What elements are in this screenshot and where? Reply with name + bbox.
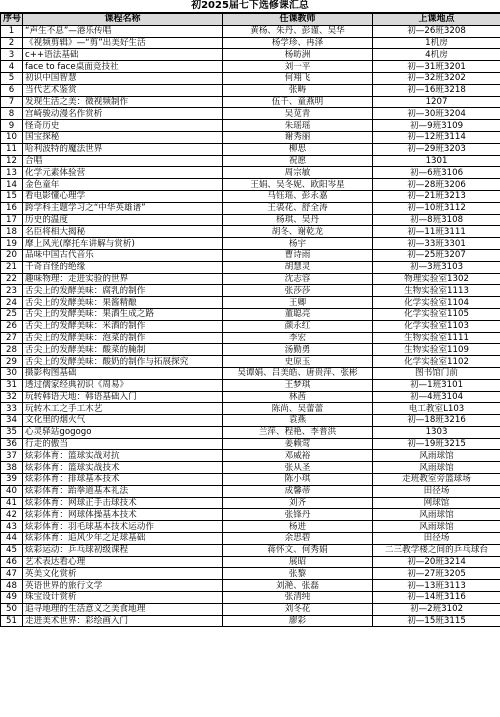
course-name-cell[interactable]: 当代艺术鉴赏	[23, 84, 223, 96]
location-cell[interactable]: 初—6班3106	[373, 167, 500, 179]
teacher-cell[interactable]: 张从圣	[223, 462, 373, 474]
table-row	[1, 356, 500, 368]
table-row	[1, 155, 500, 167]
teacher-cell[interactable]: 何翔飞	[223, 72, 373, 84]
row-index-cell[interactable]: 39	[1, 474, 23, 486]
table-row	[1, 179, 500, 191]
row-index-cell[interactable]: 19	[1, 238, 23, 250]
location-cell[interactable]: 初—8班3108	[373, 214, 500, 226]
table-row	[1, 580, 500, 592]
course-name-cell[interactable]: 艺术表达看心理	[23, 556, 223, 568]
teacher-cell[interactable]: 张畴	[223, 84, 373, 96]
location-cell[interactable]: 初—4班3104	[373, 391, 500, 403]
table-row	[1, 485, 500, 497]
row-index-cell[interactable]: 42	[1, 509, 23, 521]
course-name-cell[interactable]: 行走的傲当	[23, 438, 223, 450]
course-name-cell[interactable]: 玩转木工之手工木艺	[23, 403, 223, 415]
row-index-cell[interactable]: 45	[1, 544, 23, 556]
row-index-cell[interactable]: 17	[1, 214, 23, 226]
course-name-cell[interactable]: 炫彩运动：乒乓球初级课程	[23, 544, 223, 556]
location-cell[interactable]: 走班教室旁篮球场	[373, 474, 500, 486]
teacher-cell[interactable]: 颜永红	[223, 320, 373, 332]
course-name-cell[interactable]: 历史的温度	[23, 214, 223, 226]
teacher-cell[interactable]: 伍千、童燕明	[223, 96, 373, 108]
teacher-cell[interactable]: 刘一平	[223, 61, 373, 73]
header-teacher: 任课教师	[223, 14, 373, 26]
location-cell[interactable]: 化学实验室1102	[373, 356, 500, 368]
location-cell[interactable]: 化学实验室1104	[373, 297, 500, 309]
row-index-cell[interactable]: 51	[1, 615, 23, 627]
location-cell[interactable]: 初—20班3214	[373, 556, 500, 568]
teacher-cell[interactable]: 张锋丹	[223, 509, 373, 521]
table-row	[1, 474, 500, 486]
teacher-cell[interactable]: 成馨蒂	[223, 485, 373, 497]
row-index-cell[interactable]: 5	[1, 72, 23, 84]
row-index-cell[interactable]: 22	[1, 273, 23, 285]
table-row	[1, 367, 500, 379]
table-row	[1, 603, 500, 615]
location-cell[interactable]: 初—29班3203	[373, 143, 500, 155]
table-row	[1, 615, 500, 627]
header-course-name: 课程名称	[23, 14, 223, 26]
teacher-cell[interactable]: 张莎莎	[223, 285, 373, 297]
course-name-cell[interactable]: 名臣将相大揭秘	[23, 226, 223, 238]
table-row	[1, 556, 500, 568]
teacher-cell[interactable]: 蒋怀文、何秀娟	[223, 544, 373, 556]
location-cell[interactable]: 田径场	[373, 533, 500, 545]
table-row	[1, 403, 500, 415]
table-row	[1, 544, 500, 556]
teacher-cell[interactable]: 王卿	[223, 297, 373, 309]
row-index-cell[interactable]: 26	[1, 320, 23, 332]
course-name-cell[interactable]: 炫彩体育：羽毛球基本技术运动作	[23, 521, 223, 533]
course-name-cell[interactable]: “声生不息”—港乐传唱	[23, 25, 223, 37]
row-index-cell[interactable]: 38	[1, 462, 23, 474]
header-location: 上课地点	[373, 14, 500, 26]
course-name-cell[interactable]: 国宝探秘	[23, 131, 223, 143]
table-row	[1, 143, 500, 155]
table-row	[1, 37, 500, 49]
location-cell[interactable]: 化学实验室1105	[373, 308, 500, 320]
location-cell[interactable]: 图书馆门前	[373, 367, 500, 379]
course-name-cell[interactable]: 合唱	[23, 155, 223, 167]
course-name-cell[interactable]: 舌尖上的发酵美味：果酒生成之路	[23, 308, 223, 320]
teacher-cell[interactable]: 陈尚、吴蕾蕾	[223, 403, 373, 415]
location-cell[interactable]: 初—9班3109	[373, 120, 500, 132]
row-index-cell[interactable]: 50	[1, 603, 23, 615]
course-name-cell[interactable]: 千奇百怪的绝缘	[23, 261, 223, 273]
course-name-cell[interactable]: 舌尖上的发酵美味：米酒的制作	[23, 320, 223, 332]
teacher-cell[interactable]: 祝愿	[223, 155, 373, 167]
row-index-cell[interactable]: 8	[1, 108, 23, 120]
table-row	[1, 379, 500, 391]
table-row	[1, 438, 500, 450]
location-cell[interactable]: 化学实验室1103	[373, 320, 500, 332]
location-cell[interactable]: 风雨球馆	[373, 450, 500, 462]
row-index-cell[interactable]: 10	[1, 131, 23, 143]
teacher-cell[interactable]: 王娟、吴冬妮、欧阳岑星	[223, 179, 373, 191]
location-cell[interactable]: 初—18班3216	[373, 415, 500, 427]
location-cell[interactable]: 1301	[373, 155, 500, 167]
teacher-cell[interactable]: 袁燕	[223, 415, 373, 427]
row-index-cell[interactable]: 35	[1, 426, 23, 438]
teacher-cell[interactable]: 杨琪、吴丹	[223, 214, 373, 226]
course-table	[0, 13, 500, 627]
row-index-cell[interactable]: 34	[1, 415, 23, 427]
course-name-cell[interactable]: 炫彩体育：篮球实战对抗	[23, 450, 223, 462]
location-cell[interactable]: 生物实验室1111	[373, 332, 500, 344]
row-index-cell[interactable]: 47	[1, 568, 23, 580]
row-index-cell[interactable]: 29	[1, 356, 23, 368]
sheet-title: 初2025届七下选修课汇总	[0, 0, 500, 13]
teacher-cell[interactable]: 李宏	[223, 332, 373, 344]
table-row	[1, 72, 500, 84]
location-cell[interactable]: 生物实验室1109	[373, 344, 500, 356]
table-row	[1, 131, 500, 143]
course-name-cell[interactable]: 透过儒家经典初识《周易》	[23, 379, 223, 391]
course-name-cell[interactable]: 哈利波特的魔法世界	[23, 143, 223, 155]
teacher-cell[interactable]: 邓威裕	[223, 450, 373, 462]
table-row	[1, 249, 500, 261]
location-cell[interactable]: 初—1班3101	[373, 379, 500, 391]
teacher-cell[interactable]: 黄杨、朱丹、彭谨、吴华	[223, 25, 373, 37]
row-index-cell[interactable]: 1	[1, 25, 23, 37]
table-row	[1, 332, 500, 344]
teacher-cell[interactable]: 吴谭娟、吕美皓、唐贵萍、张彬	[223, 367, 373, 379]
table-row	[1, 462, 500, 474]
teacher-cell[interactable]: 柳思	[223, 143, 373, 155]
course-name-cell[interactable]: 英语世界的旅行文学	[23, 580, 223, 592]
course-name-cell[interactable]: 炫彩体育：网球正手击球技术	[23, 497, 223, 509]
row-index-cell[interactable]: 40	[1, 485, 23, 497]
location-cell[interactable]: 风雨球馆	[373, 462, 500, 474]
row-index-cell[interactable]: 16	[1, 202, 23, 214]
course-name-cell[interactable]: 舌尖上的发酵美味：酸菜的腌制	[23, 344, 223, 356]
teacher-cell[interactable]: 王裘花、舒全涛	[223, 202, 373, 214]
location-cell[interactable]: 二三教学楼之间的乒乓球台	[373, 544, 500, 556]
table-row	[1, 273, 500, 285]
table-row	[1, 533, 500, 545]
teacher-cell[interactable]: 曹诗雨	[223, 249, 373, 261]
course-name-cell[interactable]: 炫彩体育：篮球实战技术	[23, 462, 223, 474]
teacher-cell[interactable]: 马钰瑶、彭永嘉	[223, 190, 373, 202]
course-name-cell[interactable]: 金色童年	[23, 179, 223, 191]
row-index-cell[interactable]: 36	[1, 438, 23, 450]
table-row	[1, 84, 500, 96]
course-name-cell[interactable]: 玩转韩语天地：韩语基础入门	[23, 391, 223, 403]
table-row	[1, 226, 500, 238]
course-name-cell[interactable]: 摄影构图基础	[23, 367, 223, 379]
row-index-cell[interactable]: 4	[1, 61, 23, 73]
row-index-cell[interactable]: 30	[1, 367, 23, 379]
row-index-cell[interactable]: 23	[1, 285, 23, 297]
table-row	[1, 415, 500, 427]
location-cell[interactable]: 初—14班3116	[373, 592, 500, 604]
teacher-cell[interactable]: 朱瑶瑶	[223, 120, 373, 132]
table-row	[1, 25, 500, 37]
table-row	[1, 320, 500, 332]
row-index-cell[interactable]: 3	[1, 49, 23, 61]
table-row	[1, 344, 500, 356]
course-name-cell[interactable]: 发现生活之美：微视频制作	[23, 96, 223, 108]
table-row	[1, 261, 500, 273]
row-index-cell[interactable]: 41	[1, 497, 23, 509]
location-cell[interactable]: 初—32班3202	[373, 72, 500, 84]
location-cell[interactable]: 初—33班3301	[373, 238, 500, 250]
course-name-cell[interactable]: 英美文化赏析	[23, 568, 223, 580]
location-cell[interactable]: 初—30班3204	[373, 108, 500, 120]
table-row	[1, 202, 500, 214]
teacher-cell[interactable]: 董聪亮	[223, 308, 373, 320]
course-name-cell[interactable]: face to face桌面竞技社	[23, 61, 223, 73]
course-name-cell[interactable]: 趣味物理：走进实验的世界	[23, 273, 223, 285]
row-index-cell[interactable]: 48	[1, 580, 23, 592]
row-index-cell[interactable]: 9	[1, 120, 23, 132]
table-row	[1, 592, 500, 604]
table-row	[1, 214, 500, 226]
row-index-cell[interactable]: 37	[1, 450, 23, 462]
row-index-cell[interactable]: 27	[1, 332, 23, 344]
course-name-cell[interactable]: 舌尖上的发酵美味：腐乳的制作	[23, 285, 223, 297]
location-cell[interactable]: 初—10班3112	[373, 202, 500, 214]
row-index-cell[interactable]: 14	[1, 179, 23, 191]
teacher-cell[interactable]: 展昭	[223, 556, 373, 568]
location-cell[interactable]: 初—31班3201	[373, 61, 500, 73]
teacher-cell[interactable]: 张清纯	[223, 592, 373, 604]
course-name-cell[interactable]: 追寻地理的生活意义之美食地理	[23, 603, 223, 615]
course-name-cell[interactable]: 初识中国智慧	[23, 72, 223, 84]
course-name-cell[interactable]: 怪奇历史	[23, 120, 223, 132]
row-index-cell[interactable]: 11	[1, 143, 23, 155]
location-cell[interactable]: 风雨球馆	[373, 509, 500, 521]
row-index-cell[interactable]: 18	[1, 226, 23, 238]
teacher-cell[interactable]: 谢秀丽	[223, 131, 373, 143]
course-name-cell[interactable]: 宫崎骏动漫名作赏析	[23, 108, 223, 120]
location-cell[interactable]: 网球馆	[373, 497, 500, 509]
teacher-cell[interactable]: 陈小琪	[223, 474, 373, 486]
teacher-cell[interactable]: 周宗敏	[223, 167, 373, 179]
location-cell[interactable]: 生物实验室1113	[373, 285, 500, 297]
row-index-cell[interactable]: 13	[1, 167, 23, 179]
location-cell[interactable]: 1303	[373, 426, 500, 438]
course-name-cell[interactable]: 珠宝设计赏析	[23, 592, 223, 604]
row-index-cell[interactable]: 15	[1, 190, 23, 202]
table-body	[1, 25, 500, 627]
location-cell[interactable]: 初—25班3207	[373, 249, 500, 261]
location-cell[interactable]: 物理实验室1302	[373, 273, 500, 285]
table-row	[1, 49, 500, 61]
course-name-cell[interactable]: 炫彩体育：排球基本技术	[23, 474, 223, 486]
teacher-cell[interactable]: 沈志容	[223, 273, 373, 285]
table-row	[1, 167, 500, 179]
table-row	[1, 108, 500, 120]
teacher-cell[interactable]: 兰萍、程艳、李普洪	[223, 426, 373, 438]
row-index-cell[interactable]: 32	[1, 391, 23, 403]
row-index-cell[interactable]: 46	[1, 556, 23, 568]
course-name-cell[interactable]: 化学元素体验营	[23, 167, 223, 179]
location-cell[interactable]: 风雨球馆	[373, 521, 500, 533]
row-index-cell[interactable]: 7	[1, 96, 23, 108]
location-cell[interactable]: 初—21班3213	[373, 190, 500, 202]
location-cell[interactable]: 初—27班3205	[373, 568, 500, 580]
row-index-cell[interactable]: 33	[1, 403, 23, 415]
teacher-cell[interactable]: 刘冬花	[223, 603, 373, 615]
teacher-cell[interactable]: 吴苋青	[223, 108, 373, 120]
row-index-cell[interactable]: 28	[1, 344, 23, 356]
table-row	[1, 308, 500, 320]
table-row	[1, 391, 500, 403]
teacher-cell[interactable]: 杨学珍、冉泽	[223, 37, 373, 49]
course-name-cell[interactable]: 《视频剪辑》—“剪”出美好生活	[23, 37, 223, 49]
row-index-cell[interactable]: 25	[1, 308, 23, 320]
table-row	[1, 426, 500, 438]
row-index-cell[interactable]: 2	[1, 37, 23, 49]
teacher-cell[interactable]: 刘滟、张磊	[223, 580, 373, 592]
row-index-cell[interactable]: 20	[1, 249, 23, 261]
course-name-cell[interactable]: 摩上风光(摩托车讲解与赏析)	[23, 238, 223, 250]
row-index-cell[interactable]: 43	[1, 521, 23, 533]
course-name-cell[interactable]: 心灵驿站gogogo	[23, 426, 223, 438]
location-cell[interactable]: 初—13班3113	[373, 580, 500, 592]
table-row	[1, 297, 500, 309]
row-index-cell[interactable]: 21	[1, 261, 23, 273]
table-row	[1, 568, 500, 580]
teacher-cell[interactable]: 张黎	[223, 568, 373, 580]
table-row	[1, 120, 500, 132]
course-name-cell[interactable]: 舌尖上的发酵美味：泡菜的制作	[23, 332, 223, 344]
course-name-cell[interactable]: c++语法基础	[23, 49, 223, 61]
table-row	[1, 509, 500, 521]
teacher-cell[interactable]: 王梦琪	[223, 379, 373, 391]
table-row	[1, 521, 500, 533]
teacher-cell[interactable]: 余思碧	[223, 533, 373, 545]
teacher-cell[interactable]: 刘齐	[223, 497, 373, 509]
teacher-cell[interactable]: 汤勤勇	[223, 344, 373, 356]
teacher-cell[interactable]: 廖彩	[223, 615, 373, 627]
location-cell[interactable]: 1207	[373, 96, 500, 108]
table-row	[1, 61, 500, 73]
course-name-cell[interactable]: 品味中国古代音乐	[23, 249, 223, 261]
course-name-cell[interactable]: 舌尖上的发酵美味：酸奶的制作与拓展探究	[23, 356, 223, 368]
table-row	[1, 497, 500, 509]
course-name-cell[interactable]: 跨学科主题学习之“中华英雄谱”	[23, 202, 223, 214]
course-name-cell[interactable]: 炫彩体育：网球体操基本技术	[23, 509, 223, 521]
location-cell[interactable]: 初—3班3103	[373, 261, 500, 273]
course-name-cell[interactable]: 看电影懂心理学	[23, 190, 223, 202]
row-index-cell[interactable]: 12	[1, 155, 23, 167]
location-cell[interactable]: 初—11班3111	[373, 226, 500, 238]
teacher-cell[interactable]: 林茜	[223, 391, 373, 403]
table-row	[1, 285, 500, 297]
teacher-cell[interactable]: 胡慧灵	[223, 261, 373, 273]
location-cell[interactable]: 初—19班3215	[373, 438, 500, 450]
course-name-cell[interactable]: 炫彩体育：跆拳道基本礼法	[23, 485, 223, 497]
teacher-cell[interactable]: 杨宇	[223, 238, 373, 250]
location-cell[interactable]: 4机房	[373, 49, 500, 61]
row-index-cell[interactable]: 24	[1, 297, 23, 309]
table-row	[1, 450, 500, 462]
table-row	[1, 190, 500, 202]
teacher-cell[interactable]: 杨进	[223, 521, 373, 533]
row-index-cell[interactable]: 49	[1, 592, 23, 604]
row-index-cell[interactable]: 6	[1, 84, 23, 96]
location-cell[interactable]: 1机房	[373, 37, 500, 49]
header-row	[1, 14, 500, 26]
teacher-cell[interactable]: 史原玉	[223, 356, 373, 368]
location-cell[interactable]: 田径场	[373, 485, 500, 497]
teacher-cell[interactable]: 胡冬、谢乾龙	[223, 226, 373, 238]
table-row	[1, 96, 500, 108]
course-name-cell[interactable]: 走进美术世界：彩绘画入门	[23, 615, 223, 627]
location-cell[interactable]: 初—15班3115	[373, 615, 500, 627]
course-name-cell[interactable]: 炫彩体育：追风少年之足球基础	[23, 533, 223, 545]
location-cell[interactable]: 初—2班3102	[373, 603, 500, 615]
teacher-cell[interactable]: 杨昉洲	[223, 49, 373, 61]
location-cell[interactable]: 初—28班3206	[373, 179, 500, 191]
location-cell[interactable]: 初—16班3218	[373, 84, 500, 96]
location-cell[interactable]: 初—12班3114	[373, 131, 500, 143]
location-cell[interactable]: 电工教室L103	[373, 403, 500, 415]
teacher-cell[interactable]: 姜赖莺	[223, 438, 373, 450]
row-index-cell[interactable]: 44	[1, 533, 23, 545]
table-row	[1, 238, 500, 250]
row-index-cell[interactable]: 31	[1, 379, 23, 391]
course-name-cell[interactable]: 舌尖上的发酵美味：果酱精酿	[23, 297, 223, 309]
location-cell[interactable]: 初—26班3208	[373, 25, 500, 37]
header-index: 序号	[1, 14, 23, 26]
course-name-cell[interactable]: 文化里的烟火气	[23, 415, 223, 427]
